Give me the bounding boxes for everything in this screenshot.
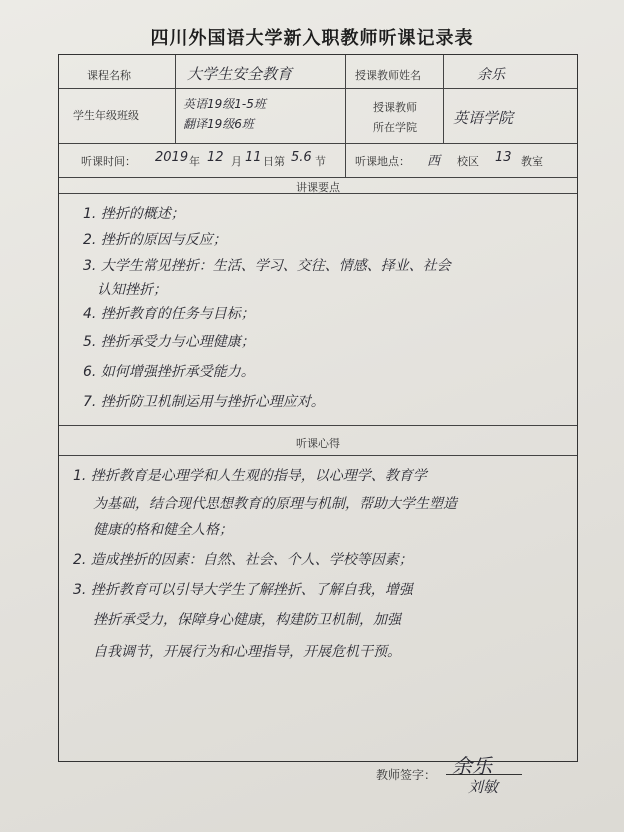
page-title: 四川外国语大学新入职教师听课记录表 <box>150 28 474 49</box>
row-divider <box>59 177 577 178</box>
signature-name-secondary: 刘敏 <box>468 778 499 796</box>
note-line: 3. 挫折教育可以引导大学生了解挫折、了解自我，增强 <box>73 582 413 598</box>
time-day: 11 <box>245 150 262 165</box>
time-label: 听课时间： <box>81 155 136 168</box>
teacher-label: 授课教师姓名 <box>355 69 421 82</box>
note-line: 健康的格和健全人格； <box>93 522 233 538</box>
note-line: 挫折承受力，保障身心健康，构建防卫机制，加强 <box>93 612 401 628</box>
time-day-suffix: 日第 <box>263 155 285 168</box>
signature-line <box>446 774 522 775</box>
time-month: 12 <box>207 150 224 165</box>
place-label: 听课地点： <box>355 155 410 168</box>
time-month-suffix: 月 <box>231 155 242 168</box>
point-item: 6. 如何增强挫折承受能力。 <box>83 364 255 380</box>
row-divider <box>59 455 577 456</box>
class-value-line1: 英语19级1-5班 <box>183 97 266 111</box>
col-divider <box>175 55 176 143</box>
signature-name-primary: 余乐 <box>452 754 492 778</box>
place-room-suffix: 教室 <box>521 155 543 168</box>
time-period: 5.6 <box>291 150 312 165</box>
place-campus: 西 <box>427 154 441 169</box>
point-item: 认知挫折； <box>97 282 167 298</box>
notes-heading: 听课心得 <box>296 437 340 450</box>
place-room: 13 <box>495 150 512 165</box>
time-year: 2019 <box>155 150 189 165</box>
point-item: 1. 挫折的概述； <box>83 206 185 222</box>
point-item: 4. 挫折教育的任务与目标； <box>83 306 255 322</box>
teacher-value: 余乐 <box>477 67 505 83</box>
place-campus-suffix: 校区 <box>457 155 479 168</box>
note-line: 1. 挫折教育是心理学和人生观的指导，以心理学、教育学 <box>73 468 427 484</box>
college-label-line2: 所在学院 <box>373 121 417 134</box>
note-line: 2. 造成挫折的因素：自然、社会、个人、学校等因素； <box>73 552 413 568</box>
class-value-line2: 翻译19级6班 <box>183 117 254 131</box>
time-period-suffix: 节 <box>315 155 326 168</box>
note-line: 自我调节，开展行为和心理指导，开展危机干预。 <box>93 644 401 660</box>
record-table <box>58 54 578 762</box>
note-line: 为基础，结合现代思想教育的原理与机制，帮助大学生塑造 <box>93 496 457 512</box>
course-label: 课程名称 <box>87 69 131 82</box>
row-divider <box>59 143 577 144</box>
time-year-suffix: 年 <box>189 155 200 168</box>
point-item: 7. 挫折防卫机制运用与挫折心理应对。 <box>83 394 325 410</box>
row-divider <box>59 88 577 89</box>
col-divider <box>345 55 346 177</box>
row-divider <box>59 425 577 426</box>
signature-label: 教师签字： <box>376 768 437 782</box>
point-item: 2. 挫折的原因与反应； <box>83 232 227 248</box>
col-divider <box>443 55 444 143</box>
course-value: 大学生安全教育 <box>187 65 293 83</box>
college-label-line1: 授课教师 <box>373 101 417 114</box>
point-item: 5. 挫折承受力与心理健康； <box>83 334 255 350</box>
point-item: 3. 大学生常见挫折：生活、学习、交往、情感、择业、社会 <box>83 258 451 274</box>
points-heading: 讲课要点 <box>296 181 340 194</box>
class-label: 学生年级班级 <box>73 109 139 122</box>
college-value: 英语学院 <box>453 109 514 127</box>
